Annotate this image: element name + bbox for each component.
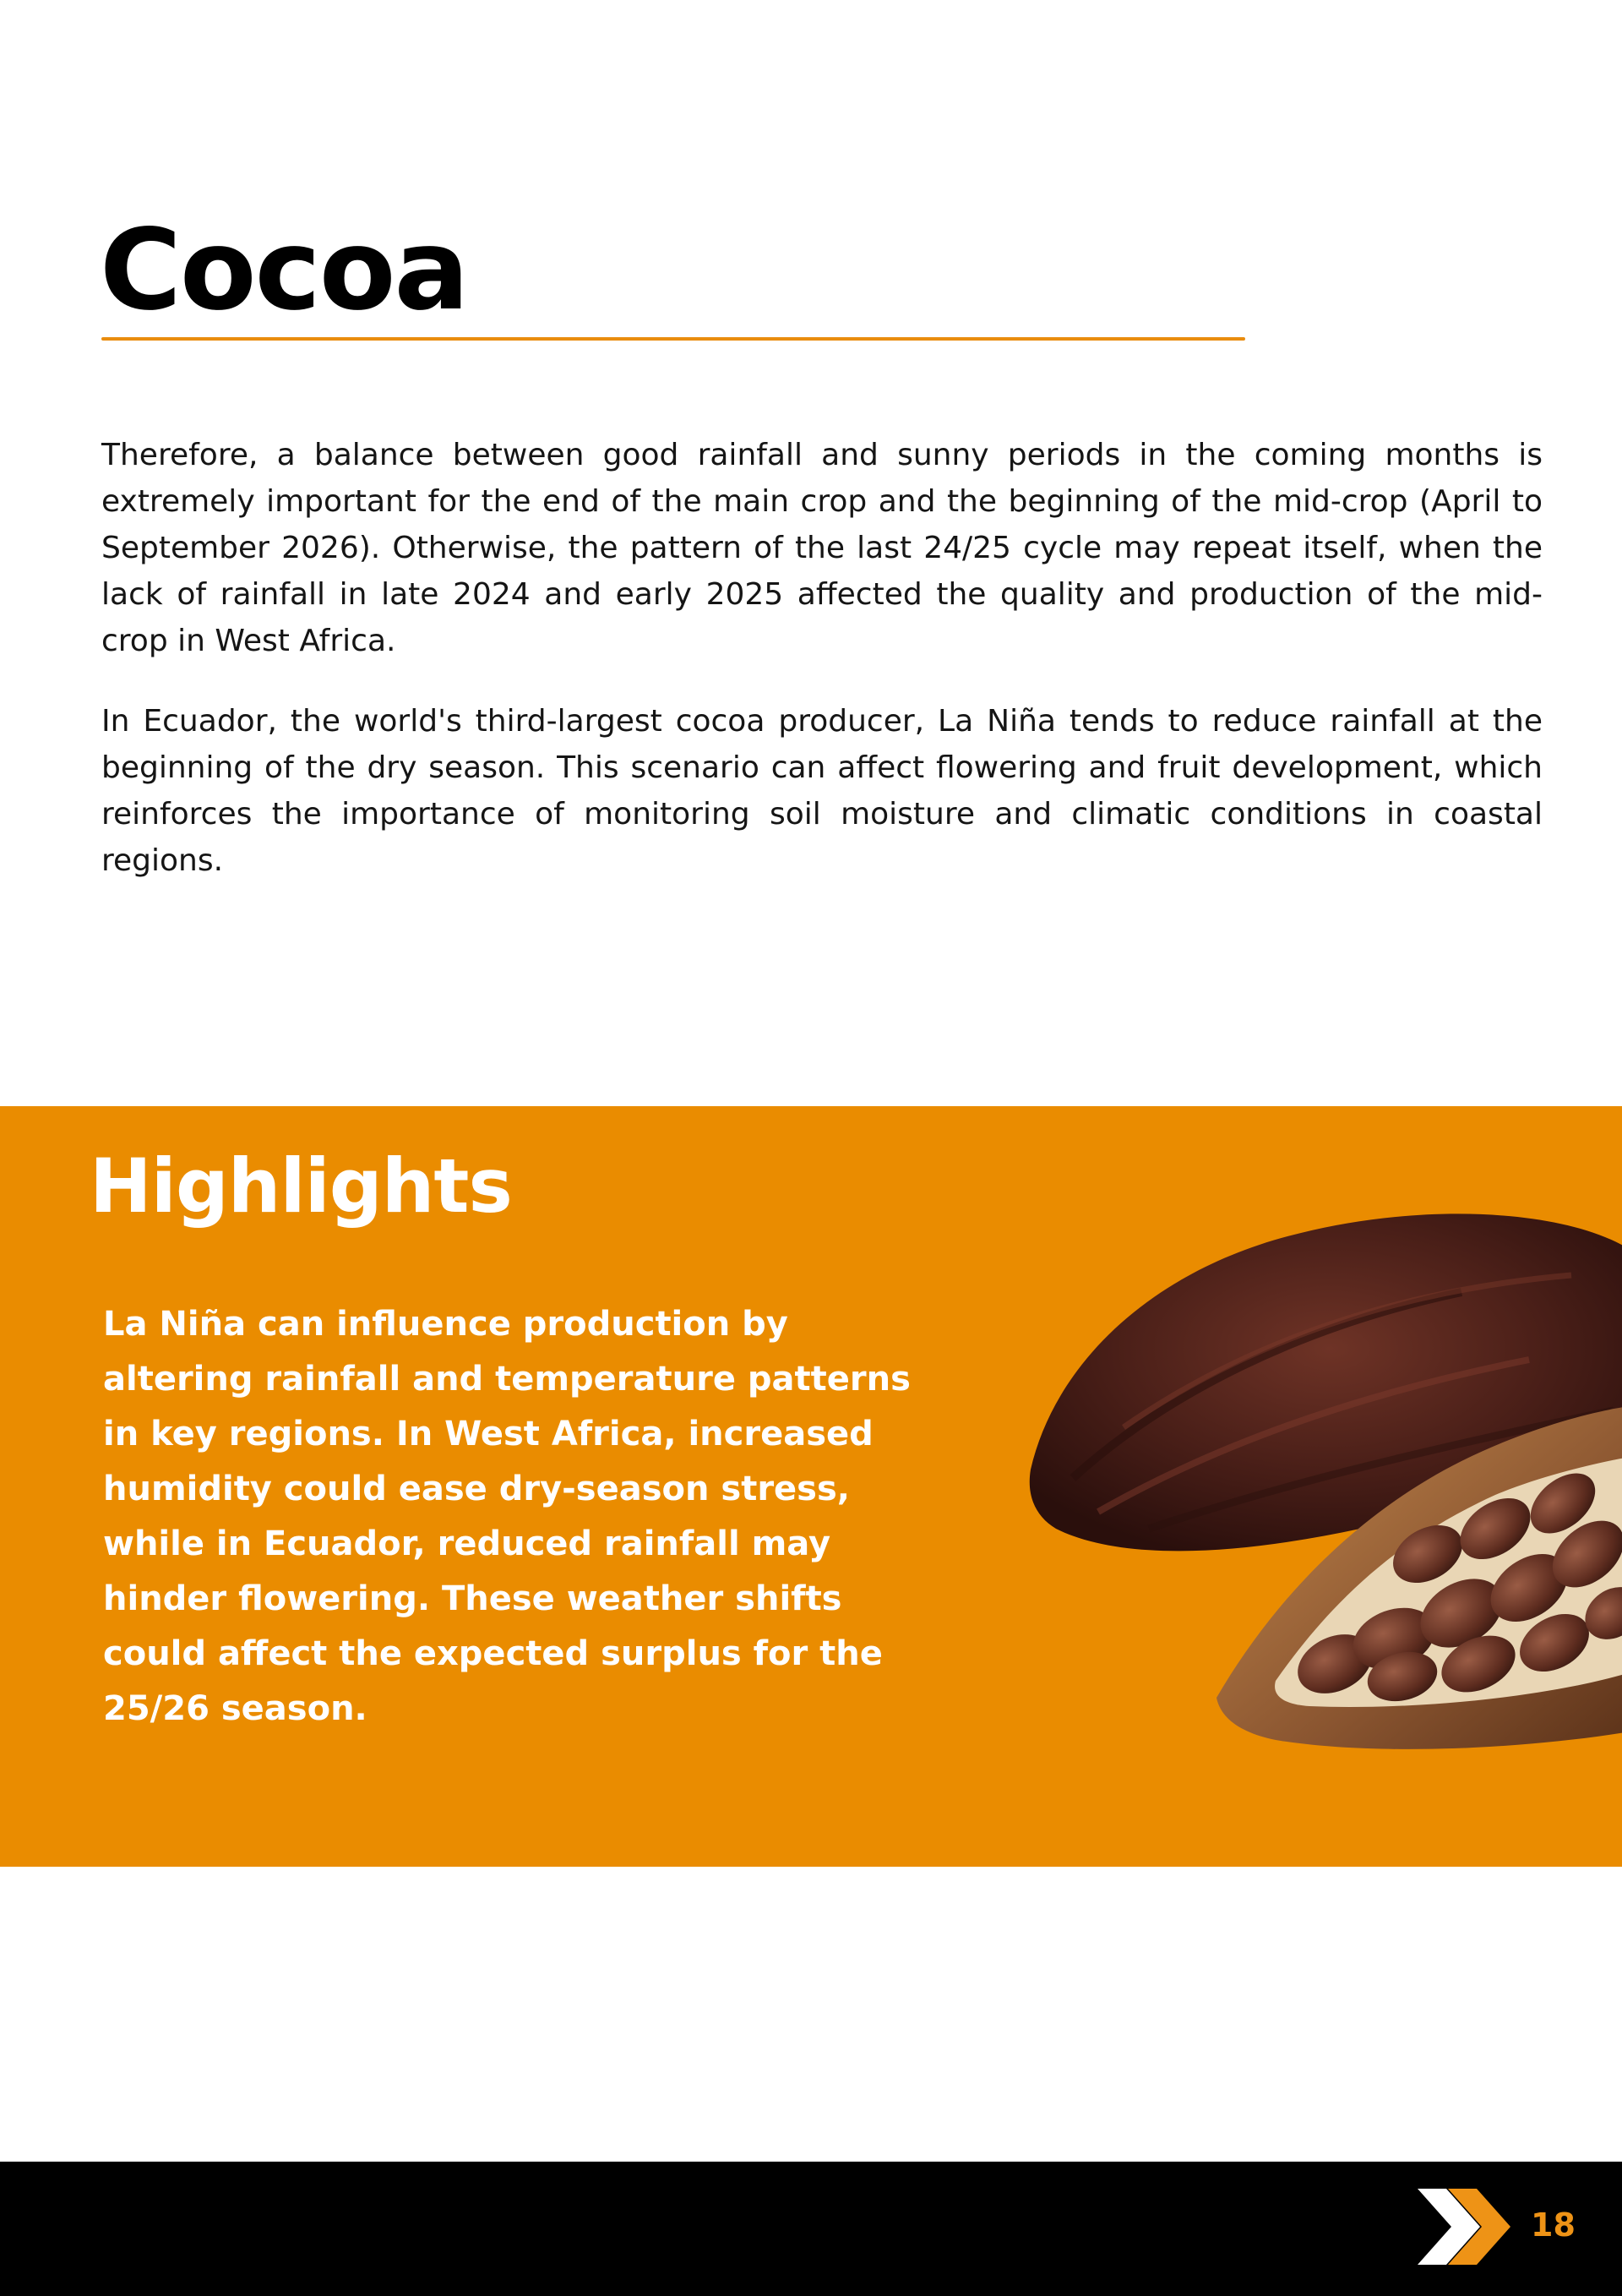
double-chevron-icon <box>1411 2180 1512 2273</box>
page-title: Cocoa <box>100 205 468 335</box>
body-paragraph-2: In Ecuador, the world's third-largest cocoa producer, La Niña tends to reduce rainfall at the beginning of the dry season. This scenario can affect flowering and fruit development, which reinforces the importance of monitoring soil moisture and climatic conditions in coastal regions. <box>101 704 1543 878</box>
page-number: 18 <box>1531 2206 1576 2244</box>
title-underline <box>101 337 1245 341</box>
highlights-text: La Niña can influence production by altering rainfall and temperature patterns in key regions. In West Africa, increased humidity could ease dry-season stress, while in Ecuador, reduced rainfall may hinder flowering. These weather shifts could affect the expected surplus for the 25/26 season. <box>103 1305 911 1728</box>
page-footer <box>0 2162 1622 2296</box>
body-paragraph-1: Therefore, a balance between good rainfall and sunny periods in the coming months is extremely important for the end of the main crop and the beginning of the mid-crop (April to September 2026). Otherwise, the pattern of the last 24/25 cycle may repeat itself, when the lack of rainfall in late 2024 and early 2025 affected the quality and production of the mid- crop in West Africa. <box>101 438 1543 658</box>
highlights-section <box>0 1106 1622 1867</box>
highlights-heading: Highlights <box>90 1143 512 1230</box>
cocoa-pods-image <box>1022 1157 1622 1765</box>
